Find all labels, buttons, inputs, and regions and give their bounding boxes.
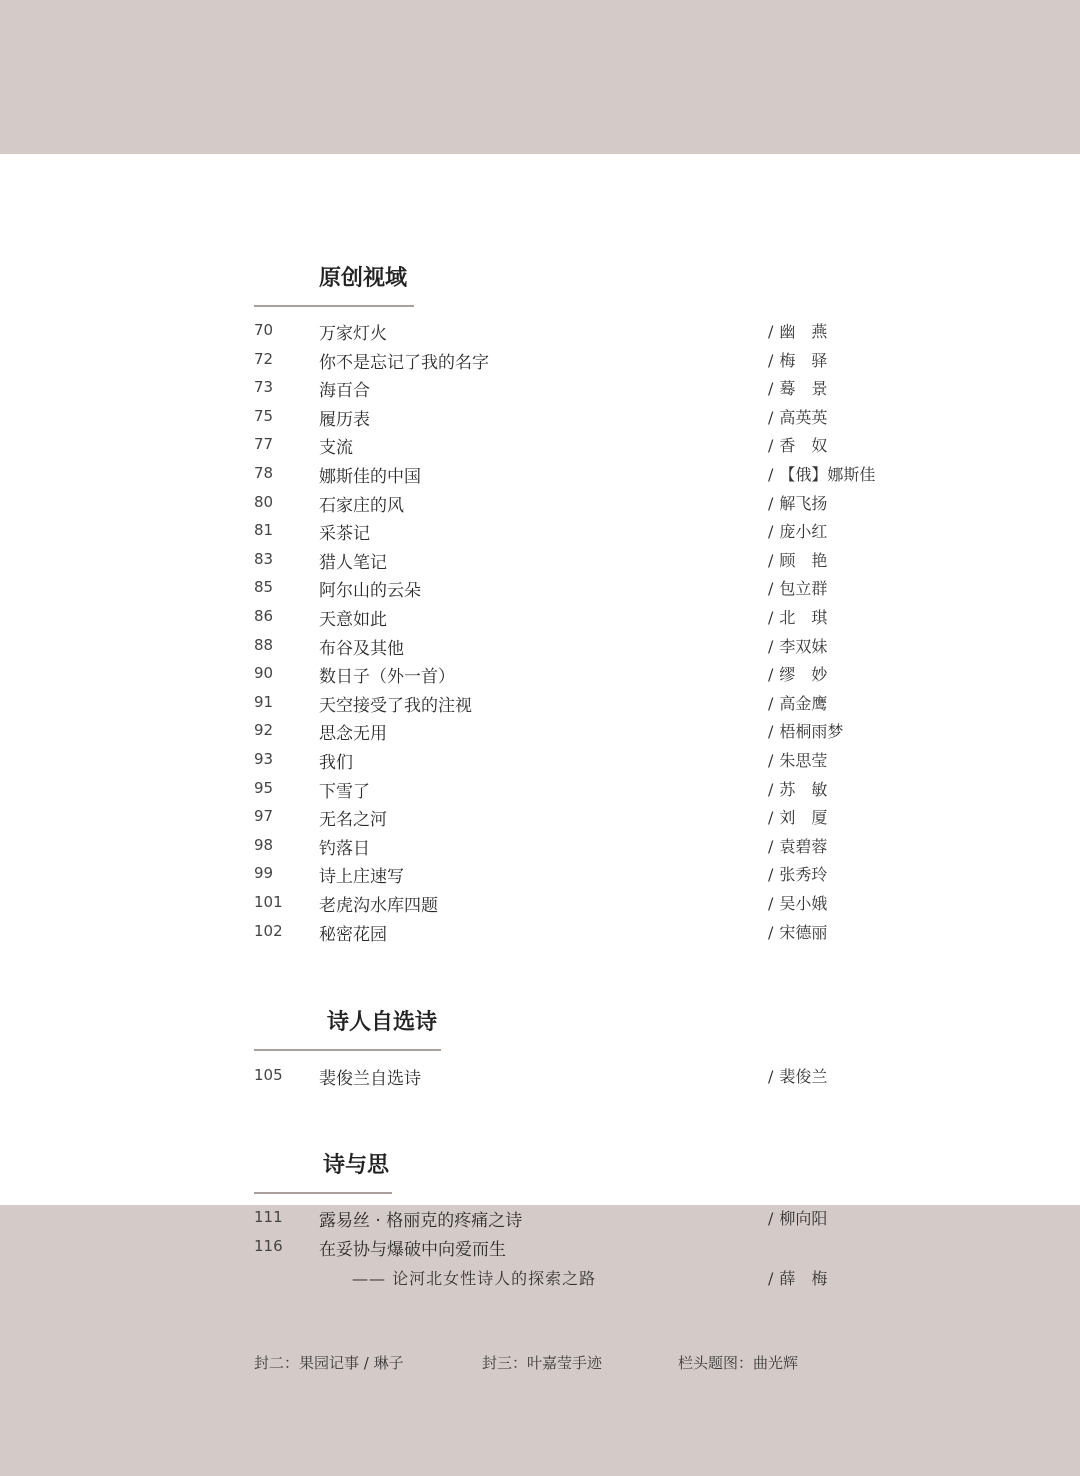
- entry-author: [768, 891, 827, 914]
- page-number: 91: [254, 692, 274, 711]
- toc-entry[interactable]: [254, 919, 914, 947]
- author-slash: /: [768, 722, 774, 742]
- entry-author: [768, 691, 827, 714]
- page-number: 80: [254, 492, 274, 511]
- page-number: 88: [254, 635, 274, 654]
- entry-author: [768, 748, 827, 771]
- entry-author: [768, 576, 827, 599]
- author-name: 北 琪: [779, 608, 828, 627]
- author-name: 裴俊兰: [779, 1067, 828, 1086]
- author-slash: /: [768, 1067, 774, 1086]
- page-number: 95: [254, 778, 274, 797]
- author-name: 梧桐雨梦: [779, 722, 844, 742]
- author-name: 吴小娥: [779, 894, 828, 913]
- toc-entry[interactable]: [254, 1063, 914, 1091]
- entry-title: 思念无用: [319, 724, 387, 745]
- entry-subtitle-author: / 薛 梅: [768, 1269, 828, 1288]
- toc-entry[interactable]: [254, 776, 914, 804]
- section-underline: [254, 305, 414, 307]
- entry-title: 海百合: [319, 381, 370, 402]
- page-number: 86: [254, 607, 274, 625]
- author-slash: /: [768, 379, 774, 399]
- page-number: 92: [254, 721, 274, 740]
- entry-title: 钓落日: [319, 838, 370, 859]
- page-number: 75: [254, 406, 274, 425]
- author-slash: /: [768, 465, 774, 484]
- entry-title: 万家灯火: [319, 324, 387, 344]
- page-number: 85: [254, 578, 274, 597]
- author-name: 缪 妙: [779, 665, 828, 685]
- author-slash: /: [768, 836, 774, 856]
- entry-author: [768, 777, 827, 800]
- author-name: 袁碧蓉: [779, 836, 828, 856]
- footer-cover2: 封二：果园记事 / 琳子: [254, 1354, 404, 1372]
- entry-author: [768, 805, 827, 828]
- entry-author: [768, 605, 827, 628]
- author-name: 香 奴: [779, 436, 828, 456]
- toc-entry[interactable]: [254, 1205, 914, 1233]
- page-number: 90: [254, 664, 274, 683]
- page-number: 93: [254, 750, 274, 768]
- author-slash: /: [768, 550, 774, 570]
- page-number: 78: [254, 464, 274, 482]
- entry-author: [768, 519, 827, 542]
- entry-author: [768, 433, 827, 456]
- author-slash: /: [768, 1209, 774, 1228]
- toc-entry[interactable]: [254, 347, 914, 375]
- author-name: 【俄】娜斯佳: [779, 465, 876, 484]
- page-number: 98: [254, 835, 274, 854]
- toc-entry[interactable]: [254, 718, 914, 746]
- entry-title: 诗上庄速写: [319, 867, 404, 888]
- section-title: 诗与思: [323, 1152, 390, 1178]
- entry-author: [768, 319, 827, 342]
- entry-title: 天空接受了我的注视: [319, 695, 472, 716]
- entry-author: [768, 719, 843, 742]
- author-name: 李双妹: [779, 636, 828, 656]
- entry-title: 下雪了: [319, 781, 370, 802]
- author-name: 柳向阳: [779, 1209, 828, 1228]
- entry-title: 你不是忘记了我的名字: [319, 352, 489, 373]
- entry-author: [768, 662, 827, 685]
- page-number: 72: [254, 349, 274, 368]
- entry-author: [768, 1064, 827, 1087]
- toc-entry[interactable]: [254, 1234, 914, 1262]
- toc-entry[interactable]: [254, 547, 914, 575]
- toc-entry[interactable]: [254, 747, 914, 775]
- author-slash: /: [768, 894, 774, 913]
- entry-title: 阿尔山的云朵: [319, 581, 421, 602]
- author-name: 幽 燕: [779, 322, 828, 341]
- page-number: 97: [254, 807, 274, 826]
- page-number: 101: [254, 893, 283, 911]
- entry-title: 履历表: [319, 409, 370, 430]
- toc-entry[interactable]: [254, 575, 914, 603]
- author-slash: /: [768, 522, 774, 542]
- toc-entry[interactable]: [254, 633, 914, 661]
- author-name: 张秀玲: [779, 865, 828, 885]
- toc-entry[interactable]: [254, 318, 914, 346]
- footer-header-art: 栏头题图：曲光辉: [678, 1354, 799, 1372]
- page-number: 116: [254, 1236, 283, 1255]
- entry-title: 老虎沟水库四题: [319, 896, 438, 916]
- author-slash: /: [768, 665, 774, 685]
- section-underline: [254, 1049, 441, 1051]
- toc-entry[interactable]: [254, 861, 914, 889]
- entry-author: [768, 862, 827, 885]
- author-name: 庞小红: [779, 522, 828, 542]
- top-color-band: [0, 0, 1080, 154]
- toc-entry[interactable]: [254, 804, 914, 832]
- section-title: 诗人自选诗: [327, 1009, 438, 1035]
- entry-title: 在妥协与爆破中向爱而生: [319, 1239, 506, 1260]
- page-number: 83: [254, 549, 274, 568]
- entry-author: [768, 348, 827, 371]
- entry-title: 数日子（外一首）: [319, 667, 455, 688]
- entry-title: 无名之河: [319, 810, 387, 831]
- entry-author: [768, 491, 827, 514]
- entry-author: [768, 376, 827, 399]
- author-slash: /: [768, 922, 774, 942]
- entry-author: [768, 920, 827, 943]
- page-number: 111: [254, 1208, 283, 1226]
- entry-title: 娜斯佳的中国: [319, 467, 421, 487]
- page-number: 70: [254, 321, 274, 339]
- entry-author: [768, 462, 875, 485]
- toc-entry[interactable]: [254, 604, 914, 632]
- author-name: 高金鹰: [779, 693, 828, 713]
- page-number: 81: [254, 521, 274, 540]
- entry-author: [768, 405, 827, 428]
- toc-entry[interactable]: [254, 661, 914, 689]
- toc-entry[interactable]: [254, 518, 914, 546]
- entry-title: 布谷及其他: [319, 638, 404, 659]
- footer-cover3: 封三：叶嘉莹手迹: [482, 1354, 603, 1372]
- author-slash: /: [768, 579, 774, 599]
- entry-title: 猎人笔记: [319, 552, 387, 573]
- author-slash: /: [768, 751, 774, 770]
- author-slash: /: [768, 350, 774, 370]
- author-slash: /: [768, 436, 774, 456]
- author-slash: /: [768, 693, 774, 713]
- section-underline: [254, 1192, 392, 1194]
- entry-title: 采茶记: [319, 524, 370, 545]
- author-slash: /: [768, 493, 774, 513]
- toc-entry[interactable]: [254, 404, 914, 432]
- entry-title: 石家庄的风: [319, 495, 404, 516]
- author-slash: /: [768, 636, 774, 656]
- toc-entry[interactable]: [254, 432, 914, 460]
- entry-author: [768, 1206, 827, 1229]
- entry-title: 我们: [319, 753, 353, 773]
- section-title: 原创视域: [319, 265, 408, 291]
- toc-entry[interactable]: [254, 461, 914, 489]
- toc-entry[interactable]: [254, 490, 914, 518]
- author-name: 朱思莹: [779, 751, 828, 770]
- author-name: 蓦 景: [779, 379, 828, 399]
- page-number: 102: [254, 921, 283, 940]
- entry-author: [768, 634, 827, 657]
- entry-author: [768, 548, 827, 571]
- page-number: 77: [254, 435, 274, 454]
- author-name: 宋德丽: [779, 922, 828, 942]
- page-number: 99: [254, 864, 274, 883]
- entry-title: 秘密花园: [319, 924, 387, 945]
- author-slash: /: [768, 608, 774, 627]
- author-slash: /: [768, 865, 774, 885]
- author-name: 高英英: [779, 407, 828, 427]
- author-name: 苏 敏: [779, 779, 828, 799]
- author-name: 顾 艳: [779, 550, 828, 570]
- toc-entry[interactable]: [254, 890, 914, 918]
- entry-subtitle: —— 论河北女性诗人的探索之路: [352, 1269, 597, 1288]
- author-slash: /: [768, 322, 774, 341]
- author-slash: /: [768, 407, 774, 427]
- author-name: 包立群: [779, 579, 828, 599]
- toc-entry[interactable]: [254, 375, 914, 403]
- author-name: 解飞扬: [779, 493, 828, 513]
- entry-author: [768, 834, 827, 857]
- entry-title: 天意如此: [319, 610, 387, 630]
- author-name: 梅 驿: [779, 350, 828, 370]
- author-name: 刘 厦: [779, 808, 828, 828]
- entry-title: 裴俊兰自选诗: [319, 1069, 421, 1089]
- author-slash: /: [768, 808, 774, 828]
- author-slash: /: [768, 779, 774, 799]
- page-number: 73: [254, 378, 274, 397]
- entry-title: 支流: [319, 438, 353, 459]
- toc-entry[interactable]: [254, 833, 914, 861]
- page-number: 105: [254, 1066, 283, 1084]
- toc-entry[interactable]: [254, 690, 914, 718]
- entry-title: 露易丝 · 格丽克的疼痛之诗: [319, 1211, 523, 1231]
